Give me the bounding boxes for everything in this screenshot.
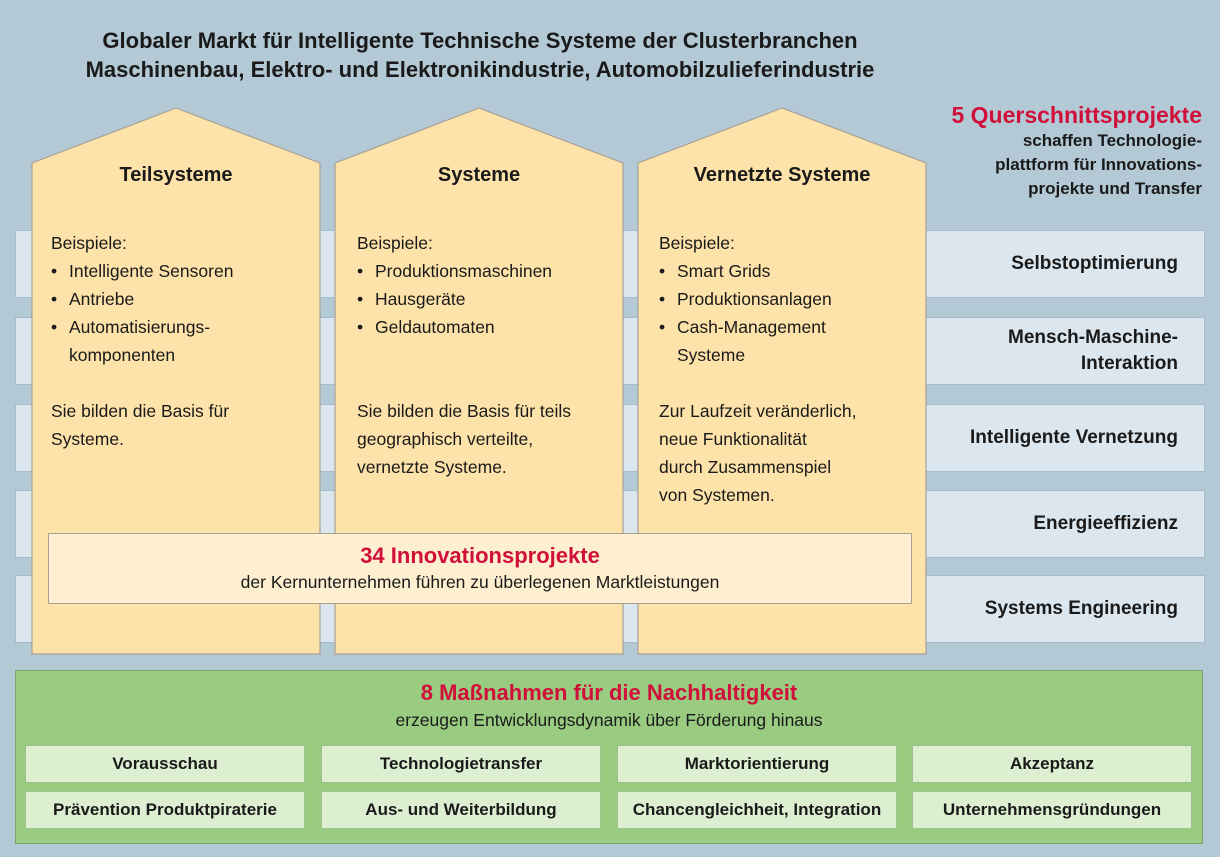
title-line-2: Maschinenbau, Elektro- und Elektronikindustrie, Automobilzulieferindustrie	[85, 57, 875, 82]
nachhaltigkeit-subtitle: erzeugen Entwicklungsdynamik über Förderung hinaus	[395, 710, 823, 730]
house-title: Vernetzte Systeme	[693, 164, 871, 186]
querschnitt-sub-line: schaffen Technologie-	[1022, 131, 1202, 150]
list-item: • Hausgeräte	[357, 285, 612, 313]
list-item: • Antriebe	[51, 285, 309, 313]
house-title: Teilsysteme	[119, 164, 233, 186]
band-label: Energieeffizienz	[1033, 513, 1178, 534]
house-title: Systeme	[437, 164, 521, 186]
examples-label: Beispiele:	[357, 233, 433, 253]
house-description: Sie bilden die Basis für Systeme.	[51, 401, 230, 449]
list-item: • Automatisierungs- komponenten	[51, 313, 309, 369]
querschnitt-header	[951, 101, 1202, 201]
band-label: Selbstoptimierung	[1011, 253, 1178, 274]
examples-label: Beispiele:	[659, 233, 735, 253]
title-line-1: Globaler Markt für Intelligente Technische Systeme der Clusterbranchen	[102, 28, 858, 53]
querschnitt-title: 5 Querschnittsprojekte	[951, 102, 1202, 128]
measure-box: Marktorientierung	[617, 745, 897, 783]
querschnitt-sub-line: projekte und Transfer	[1028, 179, 1202, 198]
example-list	[357, 257, 612, 341]
measure-box: Technologietransfer	[321, 745, 601, 783]
examples-label: Beispiele:	[51, 233, 127, 253]
house-description: Zur Laufzeit veränderlich, neue Funktionalität durch Zusammenspiel von Systemen.	[659, 401, 857, 505]
innovation-subtitle: der Kernunternehmen führen zu überlegenen Marktleistungen	[240, 572, 720, 592]
example-list	[659, 257, 915, 369]
nachhaltigkeit-title: 8 Maßnahmen für die Nachhaltigkeit	[420, 680, 798, 705]
house-body	[51, 229, 309, 453]
innovation-title: 34 Innovationsprojekte	[360, 543, 600, 568]
nachhaltigkeit-panel	[15, 670, 1203, 844]
measure-box: Vorausschau	[25, 745, 305, 783]
list-item: • Intelligente Sensoren	[51, 257, 309, 285]
house-description: Sie bilden die Basis für teils geographisch verteilte, vernetzte Systeme.	[357, 401, 571, 477]
house-body	[357, 229, 612, 481]
list-item: • Cash-Management Systeme	[659, 313, 915, 369]
band-label: Systems Engineering	[984, 598, 1178, 619]
querschnitt-subtitle	[951, 129, 1202, 201]
diagram-title	[0, 26, 960, 84]
band-label: Mensch-Maschine- Interaktion	[1008, 327, 1178, 374]
list-item: • Produktionsanlagen	[659, 285, 915, 313]
list-item: • Geldautomaten	[357, 313, 612, 341]
innovation-box	[48, 533, 912, 604]
band-label: Intelligente Vernetzung	[970, 427, 1178, 448]
measure-box: Unternehmensgründungen	[912, 791, 1192, 829]
house-body	[659, 229, 915, 509]
querschnitt-sub-line: plattform für Innovations-	[995, 155, 1202, 174]
example-list	[51, 257, 309, 369]
measure-box: Chancengleichheit, Integration	[617, 791, 897, 829]
measure-box: Akzeptanz	[912, 745, 1192, 783]
measure-box: Aus- und Weiterbildung	[321, 791, 601, 829]
measure-box: Prävention Produktpiraterie	[25, 791, 305, 829]
list-item: • Produktionsmaschinen	[357, 257, 612, 285]
list-item: • Smart Grids	[659, 257, 915, 285]
